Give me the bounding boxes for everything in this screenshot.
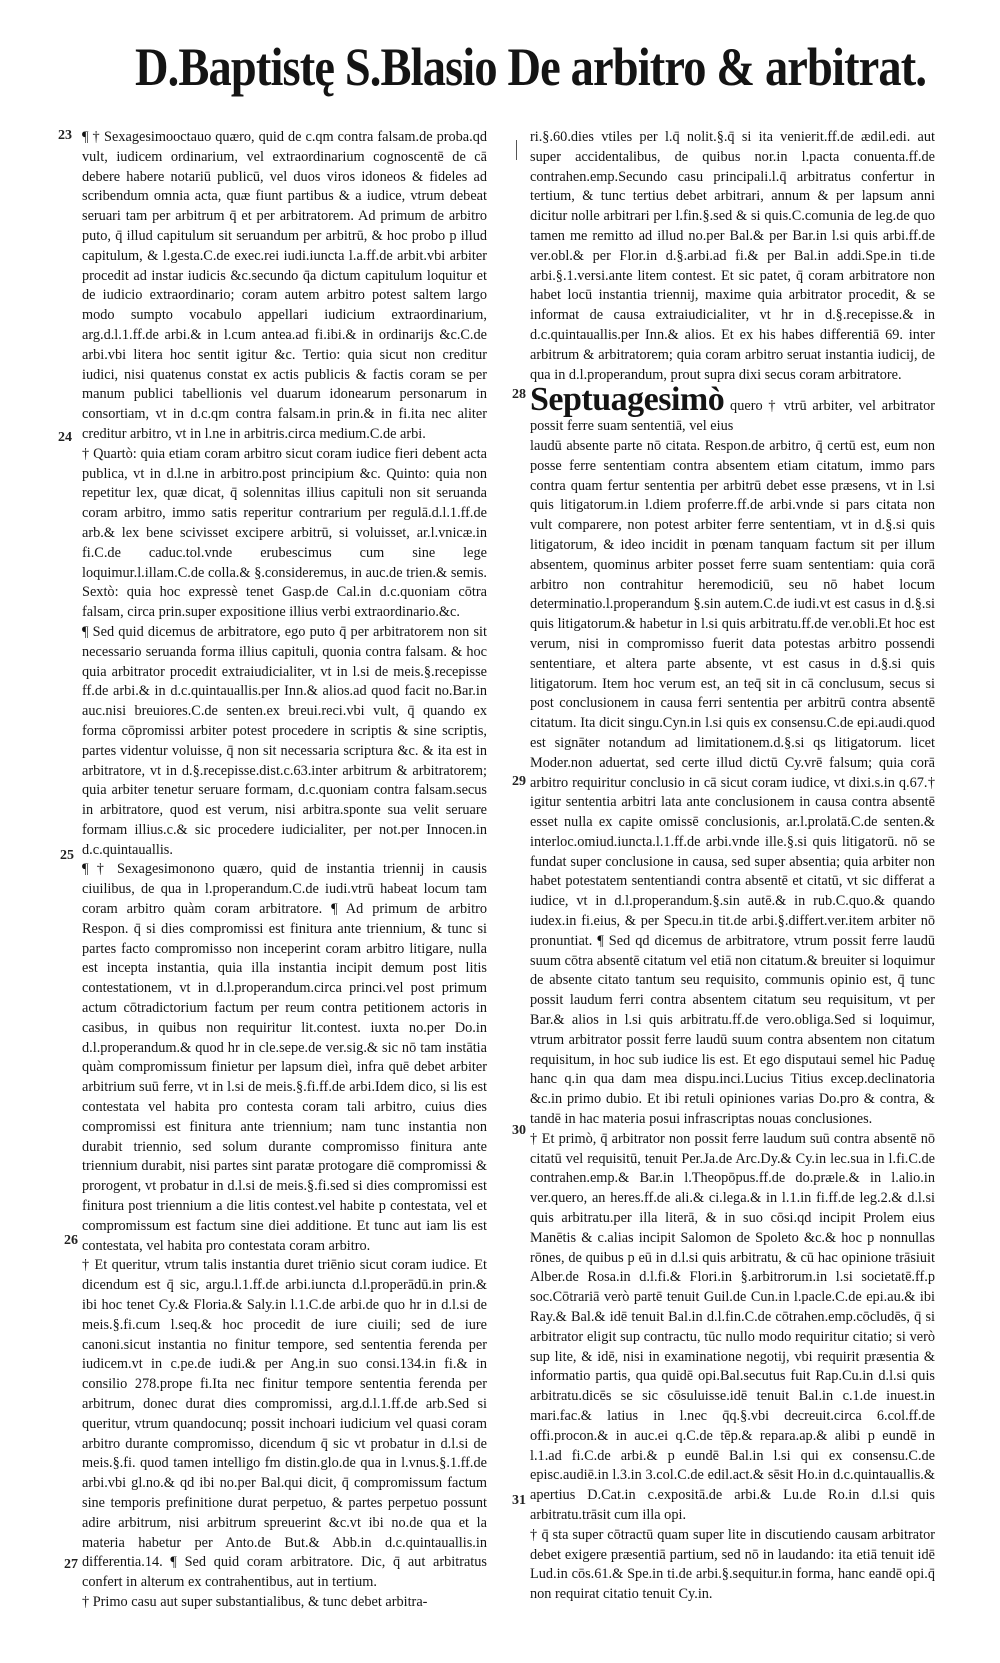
margin-rule [516,140,517,160]
paragraph: † Primo casu aut super substantialibus, & tunc debet arbitra- [82,1593,428,1610]
paragraph: † Quartò: quia etiam coram arbitro sicut coram iudice fieri debent acta publica, vt in d.l.ne in arbitro.post principium &c. Quinto: quia non repetitur lex, quæ dicat, q̄ solennitas illius capituli non sit seruanda coram arbitro, immo satis reperitur contrarium per regulā.d.l.1.ff.de arb.& lex bene scivisset excipere arbitrū, si voluisset, ar.l.vnicæ.in fi.C.de caduc.tol.vnde erubescimus cum sine lege loquimur.l.illam.C.de colla.& §.consideremus, in auc.de trien.& semis. Sextò: quia hoc expressè tenet Gasp.de Cal.in d.c.quoniam cōtra falsam, circa prin.super expositione illius verbi extraordinario.&c. [82,445,487,621]
paragraph: ¶ † Sexagesimonono quæro, quid de instantia triennij in causis ciuilibus, de qua in l.properandum.C.de iudi.vtrū habeat locum tam coram arbitro quàm coram arbitratore. ¶ Ad primum de arbitro Respon. q̄ si dies compromissi est finitura ante triennium, & tunc si partes facto compromisso non inceperint coram arbitro litigare, nulla est incepta instantia, quia illa instantia incipit demum post litis contestationem, vt in d.l.properandum.circa princi.vel post primum actum cōtradictorium factum per reum contra petitionem actoris in casibus, in quibus non requiritur lit.contest. iuxta no.per Do.in d.l.properandum.& quod hr in cle.sepe.de ver.sig.& sic nō tam instātia quàm compromissum finietur per lapsum dieì, infra quē debet arbiter arbitrium suū ferre, vt in l.si de meis.§.fi.ff.de arbi.Idem dico, si lis est contestata vel habita pro contesta coram tali arbitro, cuius dies compromissi est finitura ante triennium; nam tunc instantia non durabit triennio, sed solum durante compromisso finitura ante triennium durabit, nisi partes sint paratæ protogare diē compromissi & prorogent, vt probatur in d.l.si de meis.§.fi.sed si dies compromissi est finitura post triennium a die litis contest.vel habite p contestata, vel et compromissum est factum sine diei additione. Et tunc aut iam lis est contestata, vel habita pro contestata coram arbitro. [82,861,487,1254]
paragraph: ¶ Sed quid dicemus de arbitratore, ego puto q̄ per arbitratorem non sit necessario seruanda forma illius capituli, quonia contra falsam. & hoc quia arbitrator procedit extraiudicialiter, vt in l.si de meis.§.recepisse ff.de arbi.& in d.c.quintauallis.per Inn.& alios.ad quod facit no.Bar.in auc.nisi breuiores.C.de senten.ex breui.reci.vbi vult, q̄ quando ex forma cōpromissi arbiter potest procedere in scriptis & sine scriptis, partes videntur voluisse, q̄ non sit necessaria scriptura &c. & ita est in arbitratore, vt in d.§.recepisse.dist.c.63.inter arbitrum & arbitratorem; quia arbiter tenetur seruare formam, d.c.quoniam contra falsam.secus in arbitratore, quod est verum, nisi arbitra.sponte sua velit seruare formam illius.c.& sic procedere iudicialiter, per not.per Innocen.in d.c.quintauallis. [82,623,487,858]
paragraph: † Et primò, q̄ arbitrator non possit ferre laudum suū contra absentē nō citatū vel requisitū, tenuit Per.Ja.de Arc.Dy.& Cy.in lec.sua in l.fi.C.de contrahen.emp.& Bar.in l.Theopōpus.ff.de do.præle.& in l.alio.in ver.quero, an heres.ff.de ali.& ci.lega.& in l.1.in fi.ff.de leg.2.& d.l.si quis arbitratu.per illa literā, & in suo cōsi.qd incipit Prolem eius Manētis & c.alias incipit Salomon de Spoleto &c.& hoc p nonnullas rōnes, de quibus p eū in d.l.si quis arbitratu, & cū hac opinione trāsiuit Alber.de Rosa.in d.l.fi.& Flori.in §.arbitrorum.in l.si societatē.ff.p soc.Cōtrariā verò partē tenuit Guil.de Cun.in l.pacle.C.de epi.au.& ibi Ray.& Bal.& idē tenuit Bal.in d.l.fin.C.de cōtrahen.emp.cōcludēs, q̄ si arbitrator eligit sup contractu, tūc nullo modo requiritur citatio; si verò sup lite, & idē, nisi in examinatione negotij, vbi requirit præsentia & informatio partis, qua quidē opi.Bal.secutus fuit Rap.Cu.in d.l.si quis arbitratu.dicēs se sic cōsuluisse.idē tenuit Bal.in c.1.de inuest.in mari.fac.& latius in l.nec q̄q.§.vbi decreuit.circa 6.col.ff.de offi.procon.& in auc.ei q.C.de tēp.& repara.ap.& alibi p eundē in l.1.ad fi.C.de arbi.& p eundē Bal.in l.si qui ex consensu.C.de episc.audiē.in l.3.in 3.col.C.de edil.act.& sēsit Ho.in d.c.quintauallis.& apertius D.Cat.in c.expositā.de arbi.& Lu.de Ro.in d.l.si quis arbitratu.trāsit cum illa opi. [530,1130,935,1523]
left-column [82,128,487,1613]
paragraph: ri.§.60.dies vtiles per l.q̄ nolit.§.q̄ si ita venierit.ff.de ædil.edi. aut super accidentalibus, de quibus nor.in l.pacta conuenta.ff.de contrahen.emp.Secundo casu principali.l.q̄ arbitratus confertur in tertium, & tunc tertius debet arbitrari, annum & per lapsum anni dicitur nolle arbitrari per l.fin.§.sed & si quis.C.comunia de leg.de quo tamen me remitto ad illud no.per Bal.& per Bar.in l.si quis arbi.ff.de ver.obl.& per Flor.in d.§.arbi.ad fi.& per Bal.in addi.Spe.in ti.de arbi.§.1.versi.ante litem contest. Et sic patet, q̄ coram arbitratore non habet locū instantia triennij, maxime quia arbitrator procedit, & se informat de causa extraiudicialiter, vt hr in d.§.recepisse.& in d.c.quintauallis.per Inn.& alios. Et ex his habes differentiā 69. inter arbitrum & arbitratorem; quia coram arbitro seruat instantia iudicij, de qua in d.l.properandum, prout supra dixi secus coram arbitratore. [530,129,935,383]
paragraph-lead: quero † vtrū arbiter, vel arbitrator possit ferre suam sententiā, vel eius [530,398,935,435]
septuagesimo-paragraph-opening [530,381,935,437]
section-opening-word: Septuagesimò [530,381,725,419]
paragraph: † q̄ sta super cōtractū quam super lite in discutiendo causam arbitrator debet exigere præsentiā partium, sed nō in laudando: ita etiā tenuit idē Lud.in cōs.61.& Spe.in ti.de arbi.§.sequitur.in forma, hanc eandē opi.q̄ non requirat citatio tenuit Cy.in. [530,1526,935,1603]
paragraph: ¶ † Sexagesimooctauo quæro, quid de c.qm contra falsam.de proba.qd vult, iudicem ordinarium, vel extraordinarium cognoscentē de cā debere habere notariū publicū, vel duos viros idoneos & fideles ad scribendum omnia acta, quæ fiunt partibus & a iudice, vtrum debeat seruari tam per arbitrum q̄ et per arbitratorem. Ad primum de arbitro puto, q̄ illud capitulum sit seruandum per arbitrū, & hoc probo p illud capitulum, & l.gesta.C.de exec.rei iudi.iuncta l.a.ff.de arbit.vbi arbiter procedit ad instar iudicis &c.secundo q̄a dictum capitulum loquitur et de iudicio extraordinario; coram autem arbitro potest saltem largo modo sumpto vocabulo appellari iudicium extraordinarium, arg.d.l.1.ff.de arbi.& in l.cum antea.ad fi.ibi.& in ordinarijs &c.C.de arbi.vbi litera hoc sentit igitur &c. Tertio: quia sicut non creditur iudici, nisi quatenus constat ex actis publicis & factis coram se per manum publici tabellionis vel duarum idonearum personarum in consortiam, vt in d.c.qm contra falsam.in prin.& in fi.ita nec aliter creditur arbitro, vt in l.ne in arbitris.circa medium.C.de arbi. [82,129,487,442]
paragraph: † Et queritur, vtrum talis instantia duret triēnio sicut coram iudice. Et dicendum est q̄ sic, argu.l.1.ff.de arbi.iuncta d.l.properādū.in prin.& ibi hoc tenet Cy.& Floria.& Saly.in l.1.C.de arbi.de quo hr in d.l.si de meis.§.fi.cum l.seq.& hoc procedit de iure ciuili; sed de iure canoni.sicut instantia no finitur tempore, sed sententia ferenda per iudicem.vt in c.pe.de iudi.& per Ang.in suo consi.134.in fi.& in consilio 278.prope fi.Ita nec finitur tempore sententia ferenda per arbitrum, donec durat dies compromissi, arg.d.l.1.ff.de arb.Sed si queritur, vtrum quandocunq; possit inchoari iudicium vel quasi coram arbitro durante compromisso, dicendum q̄ sic vt probatur in d.l.si de meis.§.fi. quod tamen intelligo fm distin.glo.de qua in l.vnus.§.1.ff.de arbi.vbi gl.no.& qd ibi no.per Bal.qui dicit, q̄ compromissum factum sine temporis prefinitione durat perpetuo, & partes perpetuo possunt adire arbitrum, nisi arbitrum spreuerint &c.vt ibi no.de qua et la materia habetur per Anto.de But.& Abb.in d.c.quintauallis.in differentia.14. ¶ Sed quid coram arbitratore. Dic, q̄ aut arbitratus confert in alterum ex contrahentibus, aut in tertium. [82,1257,487,1591]
right-column [530,128,935,1605]
margin-number: 23 [58,128,72,143]
margin-number: 25 [60,848,74,863]
margin-number: 29 [512,774,526,789]
running-header: D.Baptistę S.Blasio De arbitro & arbitrat. [135,37,927,97]
margin-number: 31 [512,1493,526,1508]
margin-number: 24 [58,430,72,445]
margin-number: 30 [512,1123,526,1138]
margin-number: 27 [64,1557,78,1572]
margin-number: 28 [512,387,526,402]
margin-number: 26 [64,1233,78,1248]
paragraph: laudū absente parte nō citata. Respon.de arbitro, q̄ certū est, eum non posse ferre sententiam contra absentem etiam citatum, immo pars contra quam fertur sententia per arbitrū debet esse præsens, vt in l.si quis litigatorum.in l.diem proferre.ff.de arbi.vnde si pars citata non vult comparere, non potest arbiter ferre sententiam, vt in d.§.si quis litigatorum, & ideo incidit in pœnam tanquam factum sit per illum absentem, quominus arbiter posset ferre suam sententiam: quia corā arbitro non contrahitur heremodiciū, seu nō habet locum determinatio.l.properandum §.sin autem.C.de iudi.vt est casus in d.§.si quis litigatorum.& habetur in l.si quis arbitratu.ff.de ver.obli.Et hoc est verum, nisi in compromisso fuerit data potestas arbitro possendi sententiare, et altera parte absente, vt est casus in d.§.si quis litigatorum. Item hoc verum est, an teq̄ sit in cā conclusum, secus si post conclusionem in causa ferri sententia per arbitrū contra absentē citatum. Ita dicit singu.Cyn.in l.si quis ex consensu.C.de epi.audi.quod est signāter notandum ad limitationem.d.§.si qs litigatorum. licet Moder.non aduertat, sed certe illud dictū Cy.vrē falsum; quia corā arbitro requiritur conclusio in cā sicut coram iudice, vt dixi.s.in q.67.† igitur sententia arbitri lata ante conclusionem in causa contra absentē esset nulla ex capite omissē conclusionis, ar.l.prolatā.C.de senten.& interloc.omiud.iuncta.l.1.ff.de arbi.vnde ille.§.si quis litigatorū. nō se fundat super conclusione in causa, sed super absentia; quia arbiter non habet potestatem sententiandi contra absentē et citatū, vt sic differat a iudice, vt in d.l.properandum.§.sin autē.& in rub.C.quo.& quando iudex.in fi.eius, & per Specu.in tit.de arbi.§.differt.ver.item arbiter nō pronuntiat. ¶ Sed qd dicemus de arbitratore, vtrum possit ferre laudū suum cōtra absentē citatum vel etiā non citatum.& breuiter si loquimur de absente citato tantum seu requisito, communis opinio est, q̄ tunc possit laudum ferri contra absentem citatum seu requisitum, vt per Bar.& alios in l.si quis arbitratu.ff.de vero.obliga.Sed si loquimur, vtrum arbitrator possit ferre laudū suum contra absentem non citatum requisitum, in hoc sub iudice lis est. Et ego disputaui semel hic Paduę hanc q.in qua dam mea dispu.inci.Lucius Titius excep.declinatoria &c.in primo dubio. Et ibi retuli opiniones varias Do.pro & contra, & tandē in hac materia posui infrascriptas nouas conclusiones. [530,437,935,1128]
